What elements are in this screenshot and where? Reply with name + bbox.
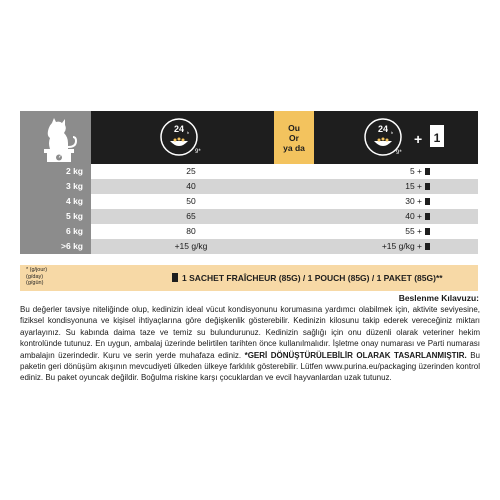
cat-scale-cell bbox=[20, 111, 91, 164]
unit-tr: (g/gün) bbox=[26, 280, 44, 286]
svg-text:24: 24 bbox=[173, 124, 185, 134]
cat-on-scale-icon bbox=[20, 111, 91, 164]
table-header bbox=[20, 111, 478, 164]
or-en: Or bbox=[289, 132, 299, 143]
mixed-food-header bbox=[314, 111, 478, 164]
unit-en: (g/day) bbox=[26, 273, 44, 280]
mixed-value: +15 g/kg + bbox=[320, 239, 430, 254]
table-row bbox=[20, 194, 478, 209]
or-tr: ya da bbox=[283, 142, 305, 153]
table-row bbox=[20, 179, 478, 194]
24h-clock-with-food-bowl-icon bbox=[91, 111, 274, 164]
svg-text:+: + bbox=[414, 131, 423, 147]
dry-value: +15 g/kg bbox=[174, 241, 208, 251]
svg-text:24: 24 bbox=[377, 124, 389, 134]
table-row bbox=[20, 209, 478, 224]
mixed-value: 30 + bbox=[320, 194, 430, 209]
or-fr: Ou bbox=[288, 122, 300, 133]
pouch-icon bbox=[425, 183, 430, 190]
mixed-value: 55 + bbox=[320, 224, 430, 239]
pouch-icon bbox=[425, 228, 430, 235]
feeding-guide-title: Beslenme Kılavuzu: bbox=[398, 293, 479, 303]
mixed-value: 5 + bbox=[320, 164, 430, 179]
pouch-icon bbox=[425, 168, 430, 175]
24h-clock-with-food-bowl-plus-pouch-icon bbox=[314, 111, 478, 164]
svg-text:1: 1 bbox=[433, 131, 441, 145]
pouch-icon bbox=[425, 243, 430, 250]
weight-cell: >6 kg bbox=[20, 239, 91, 254]
dry-value: 50 bbox=[186, 196, 196, 206]
unit-fr: * (g/jour) bbox=[26, 267, 48, 273]
pouch-icon bbox=[425, 213, 430, 220]
weight-cell: 3 kg bbox=[20, 179, 91, 194]
svg-text:h: h bbox=[391, 130, 394, 135]
dry-value: 25 bbox=[186, 166, 196, 176]
table-row bbox=[20, 164, 478, 179]
mixed-value: 15 + bbox=[320, 179, 430, 194]
body-paragraph-2: Bu paketin geri dönüşüm akışının mevcudiyeti ülkeden ülkeye farklılık gösterebilir. Lütfen www.purina.eu/packaging üzerinden kontrol ediniz. Bu paket oyuncak değildir. Boğulma riskine karşı çocuklardan ve evcil hayvanlardan uzak tutunuz. bbox=[20, 350, 480, 383]
dry-food-header bbox=[91, 111, 274, 164]
table-row bbox=[20, 239, 478, 254]
body-paragraph-1: Bu değerler tavsiye niteliğinde olup, kedinizin ideal vücut kondisyonunu korumasına yardımcı olabilmek için, aktivite seviyesine, fiziksel kondisyonuna ve kişisel ihtiyaçlarına göre değişkenlik gösterebilir. Kedinizin kilosunu takip ederek vereceğiniz miktarı ayarlayınız. Su kabında daima taze ve temiz su bulundurunuz. Kedinizin sağlığı için onu düzenli olarak veteriner hekim kontrolünde tutunuz. En uygun, ambalaj üzerinde belirtilen tarihten önce kullanılmalıdır. İşletme onay numarası ve Parti numarası ambalajın üzerindedir. Kuru ve serin yerde muhafaza ediniz. bbox=[20, 305, 480, 360]
dry-grams-label: 9* bbox=[195, 149, 201, 155]
dry-value: 40 bbox=[186, 181, 196, 191]
dry-value: 80 bbox=[186, 226, 196, 236]
dry-value: 65 bbox=[186, 211, 196, 221]
table-row bbox=[20, 224, 478, 239]
svg-text:h: h bbox=[187, 130, 190, 135]
pouch-icon bbox=[425, 198, 430, 205]
or-separator bbox=[274, 111, 314, 164]
weight-cell: 5 kg bbox=[20, 209, 91, 224]
feeding-guide-body bbox=[20, 304, 480, 384]
mixed-value: 40 + bbox=[320, 209, 430, 224]
weight-cell: 6 kg bbox=[20, 224, 91, 239]
pouch-icon bbox=[172, 273, 178, 282]
recyclable-notice: *GERİ DÖNÜŞTÜRÜLEBİLİR OLARAK TASARLANMIŞTIR. bbox=[244, 350, 467, 360]
weight-cell: 4 kg bbox=[20, 194, 91, 209]
svg-text:9*: 9* bbox=[396, 150, 402, 156]
pouch-footer-text: 1 SACHET FRAÎCHEUR (85G) / 1 POUCH (85G) / 1 PAKET (85G)** bbox=[172, 265, 443, 291]
weight-cell: 2 kg bbox=[20, 164, 91, 179]
unit-legend bbox=[20, 265, 91, 291]
